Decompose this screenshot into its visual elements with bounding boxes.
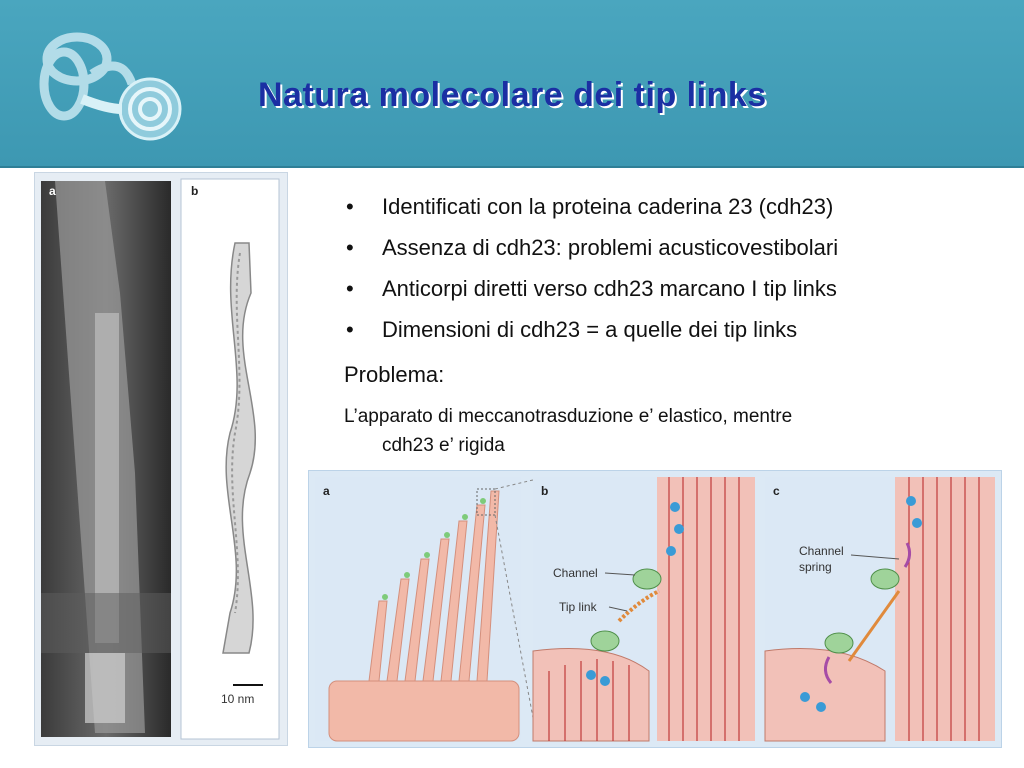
bullet-item: • Dimensioni di cdh23 = a quelle dei tip links bbox=[346, 317, 798, 342]
scale-bar-label: 10 nm bbox=[221, 692, 255, 706]
problem-text-line2: cdh23 e’ rigida bbox=[382, 435, 505, 456]
bullet-list bbox=[344, 193, 1004, 357]
model-panel-b-label: b bbox=[191, 184, 199, 198]
tip-link-micrograph-figure bbox=[34, 172, 288, 746]
slide-title: Natura molecolare dei tip links bbox=[258, 76, 767, 114]
bullet-item: • Anticorpi diretti verso cdh23 marcano I tip links bbox=[346, 276, 837, 301]
channel-label-c: Channel bbox=[799, 544, 844, 558]
tip-link-label: Tip link bbox=[559, 600, 597, 614]
micrograph-panel-a-label: a bbox=[49, 184, 56, 198]
channel-label: Channel bbox=[553, 566, 598, 580]
spring-label: spring bbox=[799, 560, 832, 574]
diagram-panel-c-label: c bbox=[773, 484, 780, 498]
slide-header bbox=[0, 0, 1024, 168]
mechanotransduction-figure bbox=[308, 470, 1002, 748]
diagram-panel-b-label: b bbox=[541, 484, 549, 498]
diagram-panel-a-label: a bbox=[323, 484, 330, 498]
bullet-item: • Assenza di cdh23: problemi acusticovestibolari bbox=[346, 235, 839, 260]
problem-text bbox=[344, 402, 984, 460]
problem-text-line1: L’apparato di meccanotrasduzione e’ elastico, mentre bbox=[344, 406, 793, 427]
inner-ear-logo-icon bbox=[22, 14, 192, 154]
bullet-item: • Identificati con la proteina caderina 23 (cdh23) bbox=[346, 194, 834, 219]
problem-label: Problema: bbox=[344, 362, 445, 387]
